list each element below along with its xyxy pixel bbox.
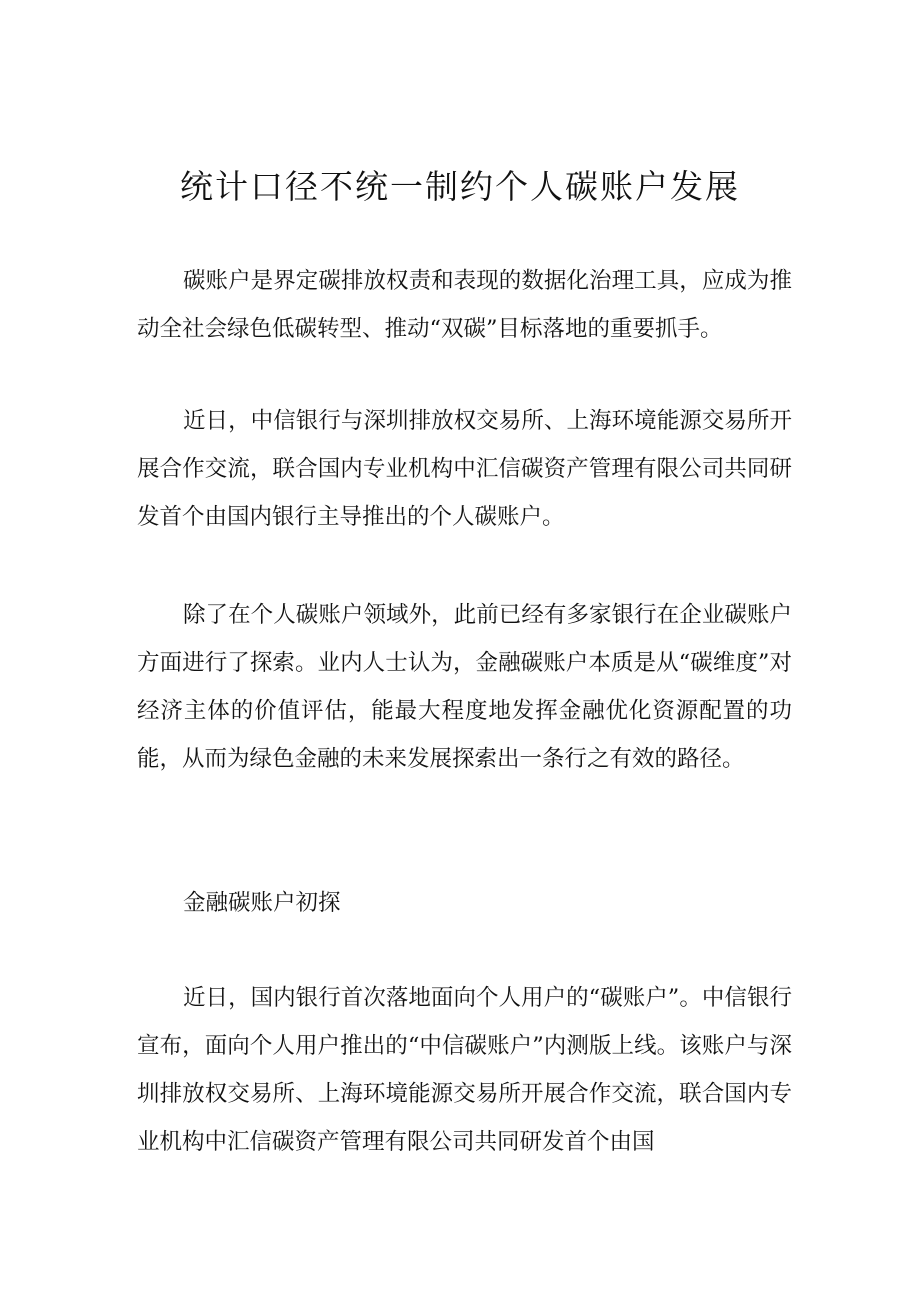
paragraph-3: 除了在个人碳账户领域外，此前已经有多家银行在企业碳账户方面进行了探索。业内人士认为，金融碳账户本质是从“碳维度”对经济主体的价值评估，能最大程度地发挥金融优化资源配置的功能，从而为绿色金融的未来发展探索出一条行之有效的路径。 xyxy=(137,602,792,772)
section-heading: 金融碳账户初探 xyxy=(183,890,341,916)
paragraph-2: 近日，中信银行与深圳排放权交易所、上海环境能源交易所开展合作交流，联合国内专业机构中汇信碳资产管理有限公司共同研发首个由国内银行主导推出的个人碳账户。 xyxy=(137,408,792,530)
document-title: 统计口径不统一制约个人碳账户发展 xyxy=(180,167,740,206)
paragraph-1: 碳账户是界定碳排放权责和表现的数据化治理工具，应成为推动全社会绿色低碳转型、推动“双碳”目标落地的重要抓手。 xyxy=(137,268,792,342)
paragraph-4: 近日，国内银行首次落地面向个人用户的“碳账户”。中信银行宣布，面向个人用户推出的“中信碳账户”内测版上线。该账户与深圳排放权交易所、上海环境能源交易所开展合作交流，联合国内专业机构中汇信碳资产管理有限公司共同研发首个由国 xyxy=(137,985,792,1155)
